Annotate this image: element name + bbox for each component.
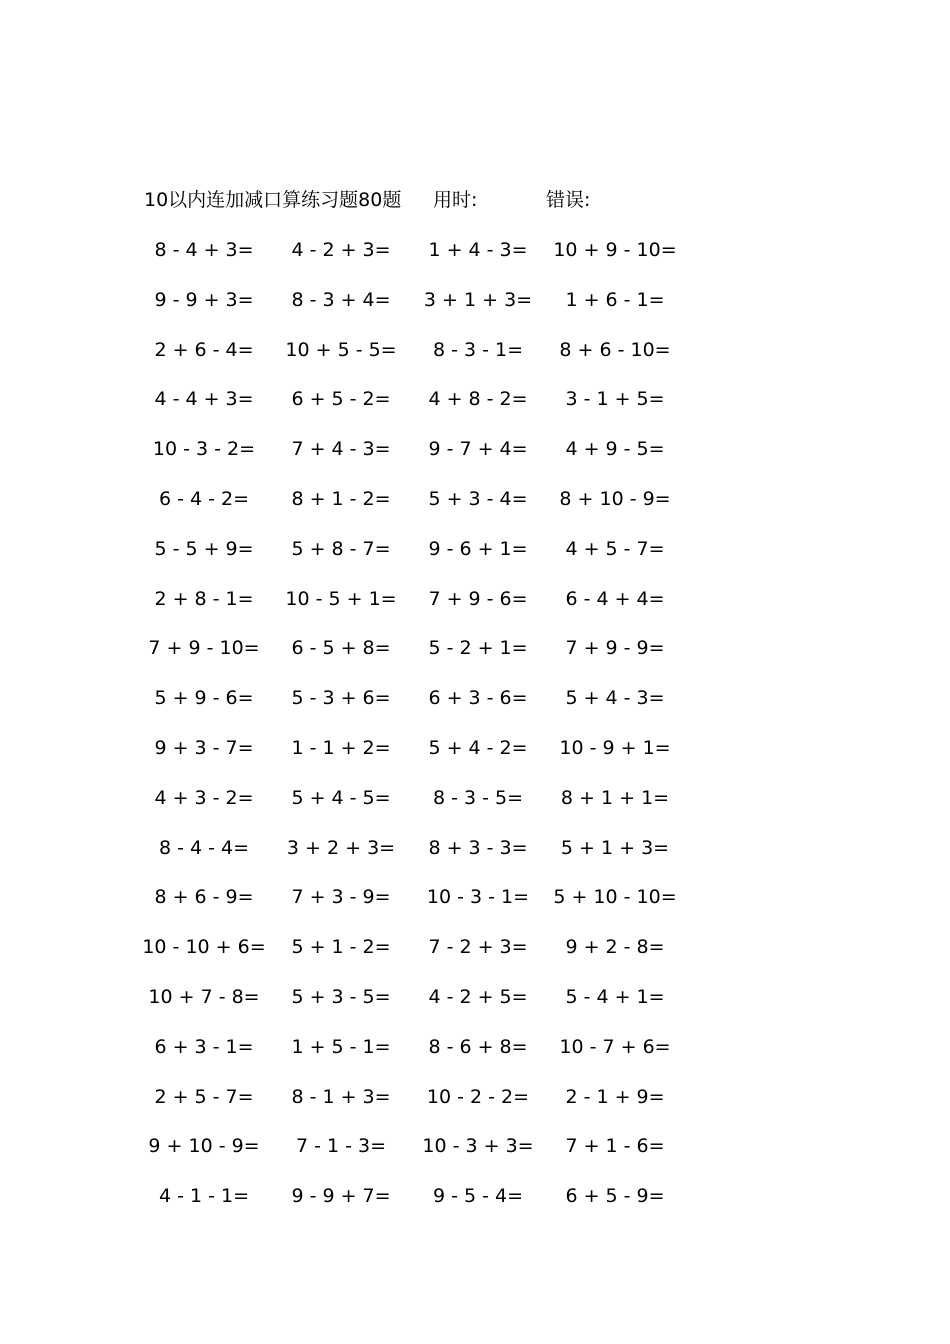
arithmetic-problem: 2 + 8 - 1= xyxy=(154,587,254,610)
arithmetic-problem: 9 - 9 + 7= xyxy=(291,1185,391,1208)
arithmetic-problem: 10 - 3 - 2= xyxy=(152,438,256,461)
problem-row xyxy=(0,684,950,734)
arithmetic-problem: 10 - 7 + 6= xyxy=(559,1035,671,1058)
problem-row xyxy=(0,1033,950,1083)
arithmetic-problem: 3 - 1 + 5= xyxy=(565,388,665,411)
arithmetic-problem: 8 - 6 + 8= xyxy=(428,1035,528,1058)
arithmetic-problem: 2 + 5 - 7= xyxy=(154,1085,254,1108)
arithmetic-problem: 5 + 3 - 5= xyxy=(291,985,391,1008)
problem-row xyxy=(0,485,950,535)
problem-row xyxy=(0,933,950,983)
arithmetic-problem: 1 + 4 - 3= xyxy=(428,239,528,261)
problem-grid xyxy=(0,236,950,1232)
arithmetic-problem: 8 - 1 + 3= xyxy=(291,1085,391,1108)
arithmetic-problem: 8 + 1 - 2= xyxy=(291,487,391,510)
problem-row xyxy=(0,1083,950,1133)
arithmetic-problem: 5 - 2 + 1= xyxy=(428,637,528,660)
problem-row xyxy=(0,883,950,933)
arithmetic-problem: 4 - 2 + 5= xyxy=(428,985,528,1008)
arithmetic-problem: 7 + 9 - 9= xyxy=(565,637,665,660)
arithmetic-problem: 8 - 4 + 3= xyxy=(154,239,254,261)
arithmetic-problem: 5 + 1 - 2= xyxy=(291,936,391,959)
worksheet-title: 10以内连加减口算练习题80题 xyxy=(144,189,402,211)
problem-row xyxy=(0,983,950,1033)
arithmetic-problem: 10 - 9 + 1= xyxy=(559,736,671,759)
arithmetic-problem: 6 - 5 + 8= xyxy=(291,637,391,660)
arithmetic-problem: 1 - 1 + 2= xyxy=(291,736,391,759)
arithmetic-problem: 5 + 9 - 6= xyxy=(154,687,254,710)
arithmetic-problem: 4 - 1 - 1= xyxy=(158,1185,250,1208)
arithmetic-problem: 4 + 8 - 2= xyxy=(428,388,528,411)
arithmetic-problem: 4 + 9 - 5= xyxy=(565,438,665,461)
arithmetic-problem: 10 - 3 - 1= xyxy=(426,886,530,909)
problem-row xyxy=(0,385,950,435)
arithmetic-problem: 10 + 7 - 8= xyxy=(148,985,260,1008)
arithmetic-problem: 3 + 2 + 3= xyxy=(286,836,396,859)
arithmetic-problem: 8 + 6 - 10= xyxy=(559,338,671,361)
arithmetic-problem: 8 + 6 - 9= xyxy=(154,886,254,909)
arithmetic-problem: 10 - 5 + 1= xyxy=(285,587,397,610)
arithmetic-problem: 10 - 3 + 3= xyxy=(422,1135,534,1158)
arithmetic-problem: 7 + 4 - 3= xyxy=(291,438,391,461)
problem-row xyxy=(0,236,950,286)
arithmetic-problem: 10 + 5 - 5= xyxy=(285,338,397,361)
arithmetic-problem: 5 + 1 + 3= xyxy=(560,836,670,859)
time-spent-label: 用时: xyxy=(433,189,478,211)
arithmetic-problem: 7 - 1 - 3= xyxy=(295,1135,387,1158)
problem-row xyxy=(0,435,950,485)
arithmetic-problem: 8 - 3 - 1= xyxy=(432,338,524,361)
arithmetic-problem: 6 + 5 - 2= xyxy=(291,388,391,411)
arithmetic-problem: 7 - 2 + 3= xyxy=(428,936,528,959)
arithmetic-problem: 2 + 6 - 4= xyxy=(154,338,254,361)
error-count-label: 错误: xyxy=(546,189,591,211)
arithmetic-problem: 9 - 9 + 3= xyxy=(154,288,254,311)
problem-row xyxy=(0,535,950,585)
arithmetic-problem: 9 - 7 + 4= xyxy=(428,438,528,461)
arithmetic-problem: 8 + 3 - 3= xyxy=(428,836,528,859)
arithmetic-problem: 5 - 5 + 9= xyxy=(154,537,254,560)
problem-row xyxy=(0,1132,950,1182)
arithmetic-problem: 5 + 4 - 5= xyxy=(291,786,391,809)
arithmetic-problem: 5 + 3 - 4= xyxy=(428,487,528,510)
arithmetic-problem: 6 - 4 + 4= xyxy=(565,587,665,610)
arithmetic-problem: 4 - 2 + 3= xyxy=(291,239,391,261)
arithmetic-problem: 8 - 4 - 4= xyxy=(158,836,250,859)
arithmetic-problem: 3 + 1 + 3= xyxy=(423,288,533,311)
arithmetic-problem: 5 + 4 - 3= xyxy=(565,687,665,710)
arithmetic-problem: 4 + 3 - 2= xyxy=(154,786,254,809)
problem-row xyxy=(0,784,950,834)
arithmetic-problem: 10 + 9 - 10= xyxy=(553,239,677,261)
arithmetic-problem: 9 - 6 + 1= xyxy=(428,537,528,560)
arithmetic-problem: 7 + 9 - 10= xyxy=(148,637,260,660)
arithmetic-problem: 1 + 6 - 1= xyxy=(565,288,665,311)
arithmetic-problem: 9 - 5 - 4= xyxy=(432,1185,524,1208)
arithmetic-problem: 7 + 9 - 6= xyxy=(428,587,528,610)
problem-row xyxy=(0,1182,950,1232)
arithmetic-problem: 7 + 1 - 6= xyxy=(565,1135,665,1158)
arithmetic-problem: 8 - 3 + 4= xyxy=(291,288,391,311)
problem-row xyxy=(0,734,950,784)
arithmetic-problem: 5 + 4 - 2= xyxy=(428,736,528,759)
arithmetic-problem: 8 + 10 - 9= xyxy=(559,487,671,510)
arithmetic-problem: 9 + 10 - 9= xyxy=(148,1135,260,1158)
problem-row xyxy=(0,585,950,635)
arithmetic-problem: 4 + 5 - 7= xyxy=(565,537,665,560)
arithmetic-problem: 6 - 4 - 2= xyxy=(158,487,250,510)
arithmetic-problem: 8 - 3 - 5= xyxy=(432,786,524,809)
arithmetic-problem: 6 + 3 - 1= xyxy=(154,1035,254,1058)
worksheet-header xyxy=(0,186,950,214)
arithmetic-problem: 5 - 4 + 1= xyxy=(565,985,665,1008)
problem-row xyxy=(0,286,950,336)
arithmetic-problem: 9 + 3 - 7= xyxy=(154,736,254,759)
arithmetic-problem: 1 + 5 - 1= xyxy=(291,1035,391,1058)
arithmetic-problem: 6 + 5 - 9= xyxy=(565,1185,665,1208)
arithmetic-problem: 7 + 3 - 9= xyxy=(291,886,391,909)
arithmetic-problem: 6 + 3 - 6= xyxy=(428,687,528,710)
arithmetic-problem: 5 + 10 - 10= xyxy=(553,886,677,909)
arithmetic-problem: 5 + 8 - 7= xyxy=(291,537,391,560)
arithmetic-problem: 4 - 4 + 3= xyxy=(154,388,254,411)
arithmetic-problem: 9 + 2 - 8= xyxy=(565,936,665,959)
arithmetic-problem: 8 + 1 + 1= xyxy=(560,786,670,809)
problem-row xyxy=(0,336,950,386)
arithmetic-problem: 2 - 1 + 9= xyxy=(565,1085,665,1108)
arithmetic-problem: 10 - 10 + 6= xyxy=(142,936,266,959)
arithmetic-problem: 10 - 2 - 2= xyxy=(426,1085,530,1108)
problem-row xyxy=(0,634,950,684)
problem-row xyxy=(0,834,950,884)
arithmetic-problem: 5 - 3 + 6= xyxy=(291,687,391,710)
